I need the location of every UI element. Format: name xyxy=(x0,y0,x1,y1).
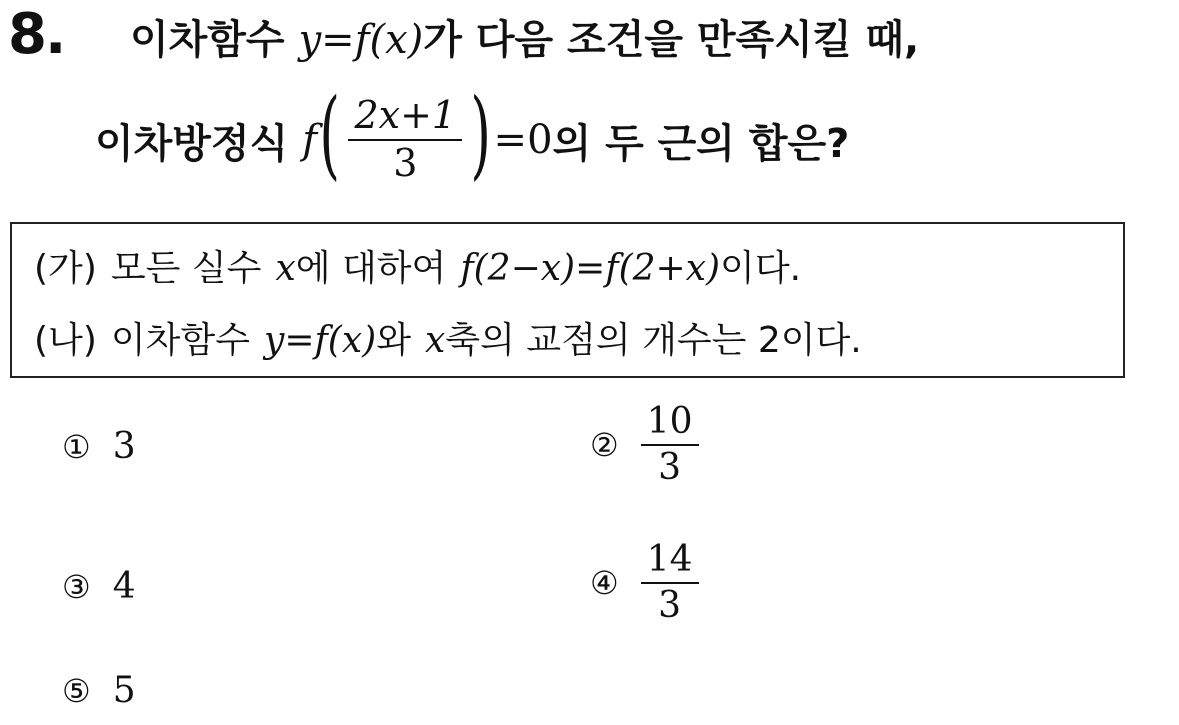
condition-text: 이다. xyxy=(720,248,802,289)
condition-na xyxy=(34,312,862,363)
q2-prefix: 이차방정식 xyxy=(95,120,289,167)
choice-value: 3 xyxy=(112,426,136,467)
q2-math-eq: =0 xyxy=(493,117,553,163)
choice-value: 5 xyxy=(112,670,136,711)
condition-text: 모든 실수 xyxy=(110,248,262,289)
condition-var: x xyxy=(275,248,296,289)
right-paren-glyph: ) xyxy=(470,78,492,190)
q2-suffix: 의 두 근의 합은? xyxy=(552,120,850,167)
q1-math-eq: = xyxy=(321,17,355,63)
condition-label: (가) xyxy=(34,248,97,289)
choice-denominator: 3 xyxy=(658,584,682,626)
condition-math: f(2−x)=f(2+x) xyxy=(460,248,721,289)
question-line-2 xyxy=(95,78,850,190)
condition-ga xyxy=(34,240,801,291)
choice-numerator: 10 xyxy=(641,402,699,446)
conditions-box xyxy=(10,222,1125,378)
condition-text: 와 xyxy=(376,320,411,361)
condition-text: 에 대하여 xyxy=(295,248,447,289)
q1-suffix: 가 다음 조건을 만족시킬 때, xyxy=(423,17,920,63)
choice-mark: ⑤ xyxy=(62,671,91,710)
choice-5[interactable] xyxy=(62,670,136,711)
choice-fraction xyxy=(641,540,699,625)
q2-fraction xyxy=(348,95,462,185)
choice-value: 4 xyxy=(112,566,136,607)
choice-3[interactable] xyxy=(62,566,136,607)
choice-denominator: 3 xyxy=(658,446,682,488)
question-number: 8. xyxy=(8,2,65,67)
q2-frac-numerator: 2x+1 xyxy=(348,95,462,141)
choice-1[interactable] xyxy=(62,426,136,467)
condition-math: y=f(x) xyxy=(263,320,377,361)
choice-mark: ④ xyxy=(590,563,619,602)
condition-var: x xyxy=(424,320,446,361)
condition-label: (나) xyxy=(34,320,97,361)
question-line-1 xyxy=(130,8,919,65)
q1-math-arg: (x) xyxy=(369,17,424,63)
q2-math-f: f xyxy=(302,117,318,163)
q1-math-f: f xyxy=(354,17,370,63)
choice-mark: ② xyxy=(590,425,619,464)
choice-4[interactable] xyxy=(590,540,705,625)
q1-prefix: 이차함수 xyxy=(130,17,285,63)
choice-mark: ① xyxy=(62,427,91,466)
choice-2[interactable] xyxy=(590,402,705,487)
q1-math-y: y xyxy=(298,17,322,63)
left-paren-glyph: ( xyxy=(319,78,341,190)
condition-text: 축의 교점의 개수는 2이다. xyxy=(445,320,862,361)
choice-fraction xyxy=(641,402,699,487)
choice-numerator: 14 xyxy=(641,540,699,584)
q2-frac-denominator: 3 xyxy=(393,141,418,185)
choice-mark: ③ xyxy=(62,567,91,606)
condition-text: 이차함수 xyxy=(110,320,250,361)
